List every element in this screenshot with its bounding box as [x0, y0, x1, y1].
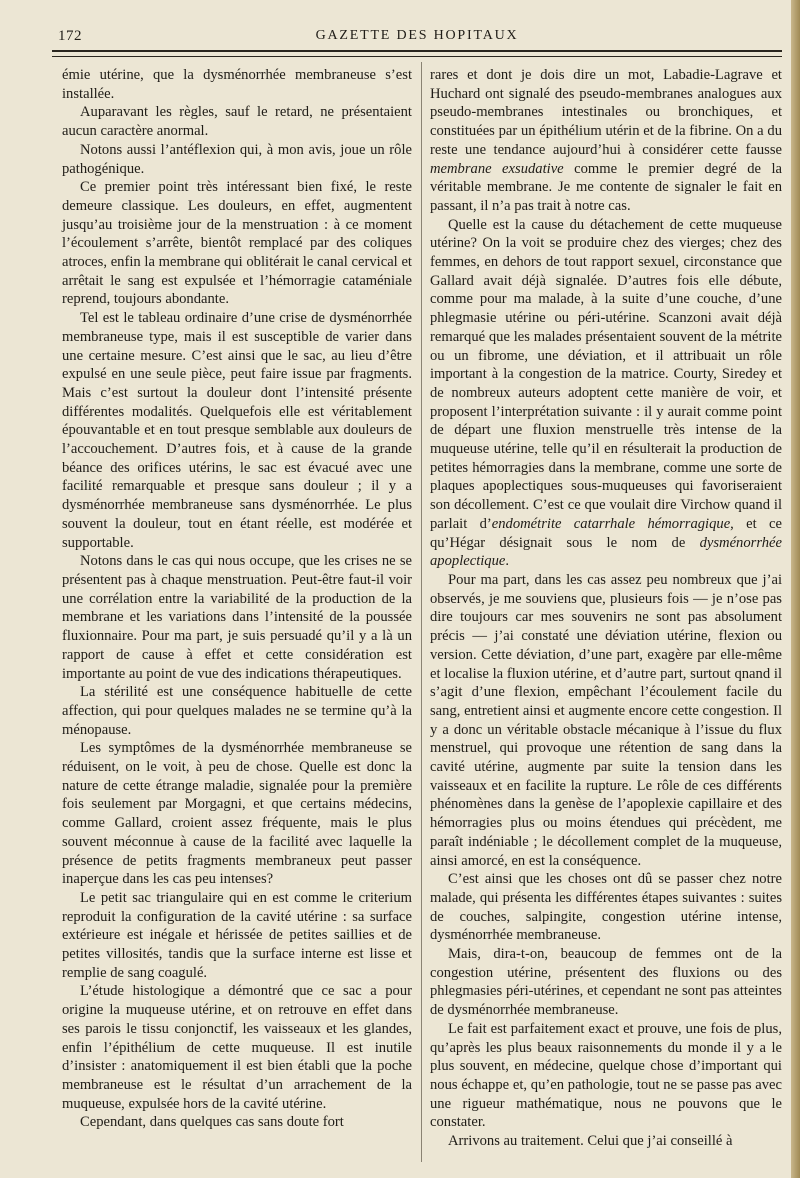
- paragraph: La stérilité est une conséquence habituelle de cette affection, qui pour quelques malades ne se termine qu’à la ménopause.: [62, 684, 412, 738]
- italic-term: endométrite catarrhale hémorragique: [491, 515, 731, 532]
- column-divider: [421, 62, 422, 1162]
- page-number: 172: [58, 28, 82, 44]
- paragraph: L’étude histologique a démontré que ce sac a pour origine la muqueuse utérine, et on retrouve en effet dans ses parois le tissu conjonctif, les vaisseaux et les glandes, enfin l’épithélium de cette muqueuse. Il est inutile d’insister : anatomiquement il est bien établi que la poche membraneuse est le résultat d’un arrachement de la muqueuse, expulsée hors de la cavité utérine.: [62, 983, 412, 1112]
- text-run: rares et dont je dois dire un mot, Labadie-Lagrave et Huchard ont signalé des pseudo-membranes analogues aux pseudo-membranes intestinales ou bronchiques, et constituées par un épithélium utérin et de la fibrine. On a du reste une tendance aujourd’hui à considérer cette fausse: [430, 67, 782, 158]
- paragraph: Les symptômes de la dysménorrhée membraneuse se réduisent, on le voit, à peu de chose. Quelle est donc la nature de cette étrange maladie, signalée pour la première fois seulement par Morgagni, et que certains médecins, comme Gallard, croient assez fréquente, mais le plus souvent méconnue à cause de la facilité avec laquelle la présence de petits fragments membraneux peut passer inaperçue dans les cas peu intenses?: [62, 740, 412, 888]
- text-run: , et ce qu’Hégar désignait sous le nom de: [430, 515, 782, 551]
- paragraph: émie utérine, que la dysménorrhée membraneuse s’est installée.: [62, 67, 412, 102]
- text-run: Quelle est la cause du détachement de cette muqueuse utérine? On la voit se produire chez des vierges; chez des femmes, en dehors de tout rapport sexuel, circonstance que Gallard avait déjà signalée. D’autres fois elle débute, comme pour ma malade, à la suite d’une couche, d’une phlegmasie utérine ou péri-utérine. Scanzoni avait déjà remarqué que les malades présentaient souvent de la métrite ou un fibrome, une déviation, et il attribuait un rôle important à la congestion de la matrice. Courty, Siredey et de nombreux auteurs adoptent cette manière de voir, et proposent l’interprétation suivante : il y aurait comme point de départ une fluxion menstruelle très intense de la muqueuse utérine, telle qu’il en résulterait la production de petites hémorragies dans la membrane, comme une sorte de plaques apoplectiques sous-muqueuses qui favoriseraient son décollement. C’est ce que voulait dire Virchow quand il parlait d’: [430, 216, 782, 532]
- text-run: .: [505, 553, 510, 570]
- text-run: comme le premier degré de la véritable membrane. Je me contente de signaler le fait en passant, il n’a pas trait à notre cas.: [430, 160, 782, 214]
- paragraph: [430, 66, 782, 216]
- header-rule: [52, 50, 782, 52]
- page-edge: [791, 0, 800, 1178]
- paragraph: Arrivons au traitement. Celui que j’ai conseillé à: [448, 1133, 733, 1150]
- left-column: [62, 66, 412, 1132]
- paragraph: Ce premier point très intéressant bien fixé, le reste demeure classique. Les douleurs, en effet, augmentent jusqu’au troisième jour de la menstruation : à ce moment l’écoulement s’arrête, bientôt remplacé par des coliques atroces, enfin la membrane qui oblitérait le canal cervical et arrêtait le sang est expulsée et l’hémorragie cataméniale reprend, toujours abondante.: [62, 179, 412, 308]
- paragraph: Le petit sac triangulaire qui en est comme le criterium reproduit la configuration de la cavité utérine : sa surface extérieure est inégale et hérissée de petites saillies et de petites villosités, tandis que la surface interne est lisse et remplie de sang coagulé.: [62, 889, 412, 981]
- italic-term: membrane exsudative: [430, 160, 564, 177]
- paragraph: Tel est le tableau ordinaire d’une crise de dysménorrhée membraneuse type, mais il est susceptible de varier dans une certaine mesure. C’est ainsi que le sac, au lieu d’être expulsé en une seule pièce, peut faire issue par fragments. Mais c’est surtout la douleur dont l’intensité présente différentes modalités. Quelquefois elle est véritablement épouvantable et en tout presque semblable aux douleurs de l’accouchement. D’autres fois, et à cause de la grande béance des orifices utérins, le sac est évacué avec une facilité remarquable et presque sans douleur ; il y a dysménorrhée membraneuse sans dysménorrhée. Le plus souvent la douleur, tout en étant réelle, est modérée et supportable.: [62, 310, 412, 551]
- paragraph: Pour ma part, dans les cas assez peu nombreux que j’ai observés, je me souviens que, plusieurs fois — je n’ose pas dire toujours car mes souvenirs ne sont pas absolument précis — j’ai constaté une déviation utérine, flexion ou version. Cette déviation, d’une part, exagère par elle-même et localise la fluxion utérine, et d’autre part, surtout qnand il s’agit d’une flexion, empêchant l’écoulement facile du sang, entretient ainsi et augmente encore cette congestion. Il y a donc un véritable obstacle mécanique à l’issue du flux menstruel, qui provoque une rétention de sang dans la cavité utérine, augmente par suite la tension dans les vaisseaux et en facilite la rupture. Le rôle de ces différents phénomènes dans la genèse de l’apoplexie capillaire et des hémorragies plus ou moins étendues qui précèdent, me paraît indéniable ; le décollement complet de la muqueuse, ainsi amorcé, en est la conséquence.: [430, 571, 782, 869]
- paragraph: Le fait est parfaitement exact et prouve, une fois de plus, qu’après les plus beaux raisonnements du monde il y a le plus souvent, en médecine, quelque chose d’important qui nous échappe et, qu’en pathologie, tout ne se passe pas avec une rigueur mathématique, nous ne pouvons que le constater.: [430, 1020, 782, 1131]
- paragraph: Notons dans le cas qui nous occupe, que les crises ne se présentent pas à chaque menstruation. Peut-être faut-il voir une corrélation entre la variabilité de la production de la membrane et les variations dans l’intensité de la poussée fluxionnaire. Pour ma part, je suis persuadé qu’il y a là un rapport de cause à effet et cette considération est importante au point de vue des indications thérapeutiques.: [62, 553, 412, 682]
- page-header: [52, 26, 782, 50]
- paragraph: C’est ainsi que les choses ont dû se passer chez notre malade, qui présenta les différentes étapes suivantes : suites de couches, salpingite, congestion utérine intense, dysménorrhée membraneuse.: [430, 871, 782, 944]
- paragraph: Auparavant les règles, sauf le retard, ne présentaient aucun caractère anormal.: [62, 104, 412, 140]
- paragraph: [430, 216, 782, 571]
- right-column: [430, 66, 782, 1151]
- paragraph: Mais, dira-t-on, beaucoup de femmes ont de la congestion utérine, présentent des fluxions ou des phlegmasies péri-utérines, et cependant ne sont pas atteintes de dysménorrhée membraneuse.: [430, 946, 782, 1019]
- italic-term: dysménorrhée apoplectique: [430, 534, 782, 570]
- paragraph: Notons aussi l’antéflexion qui, à mon avis, joue un rôle pathogénique.: [62, 141, 412, 177]
- paragraph: Cependant, dans quelques cas sans doute fort: [80, 1114, 344, 1131]
- journal-title: GAZETTE DES HOPITAUX: [315, 28, 519, 43]
- header-rule-thin: [52, 56, 782, 57]
